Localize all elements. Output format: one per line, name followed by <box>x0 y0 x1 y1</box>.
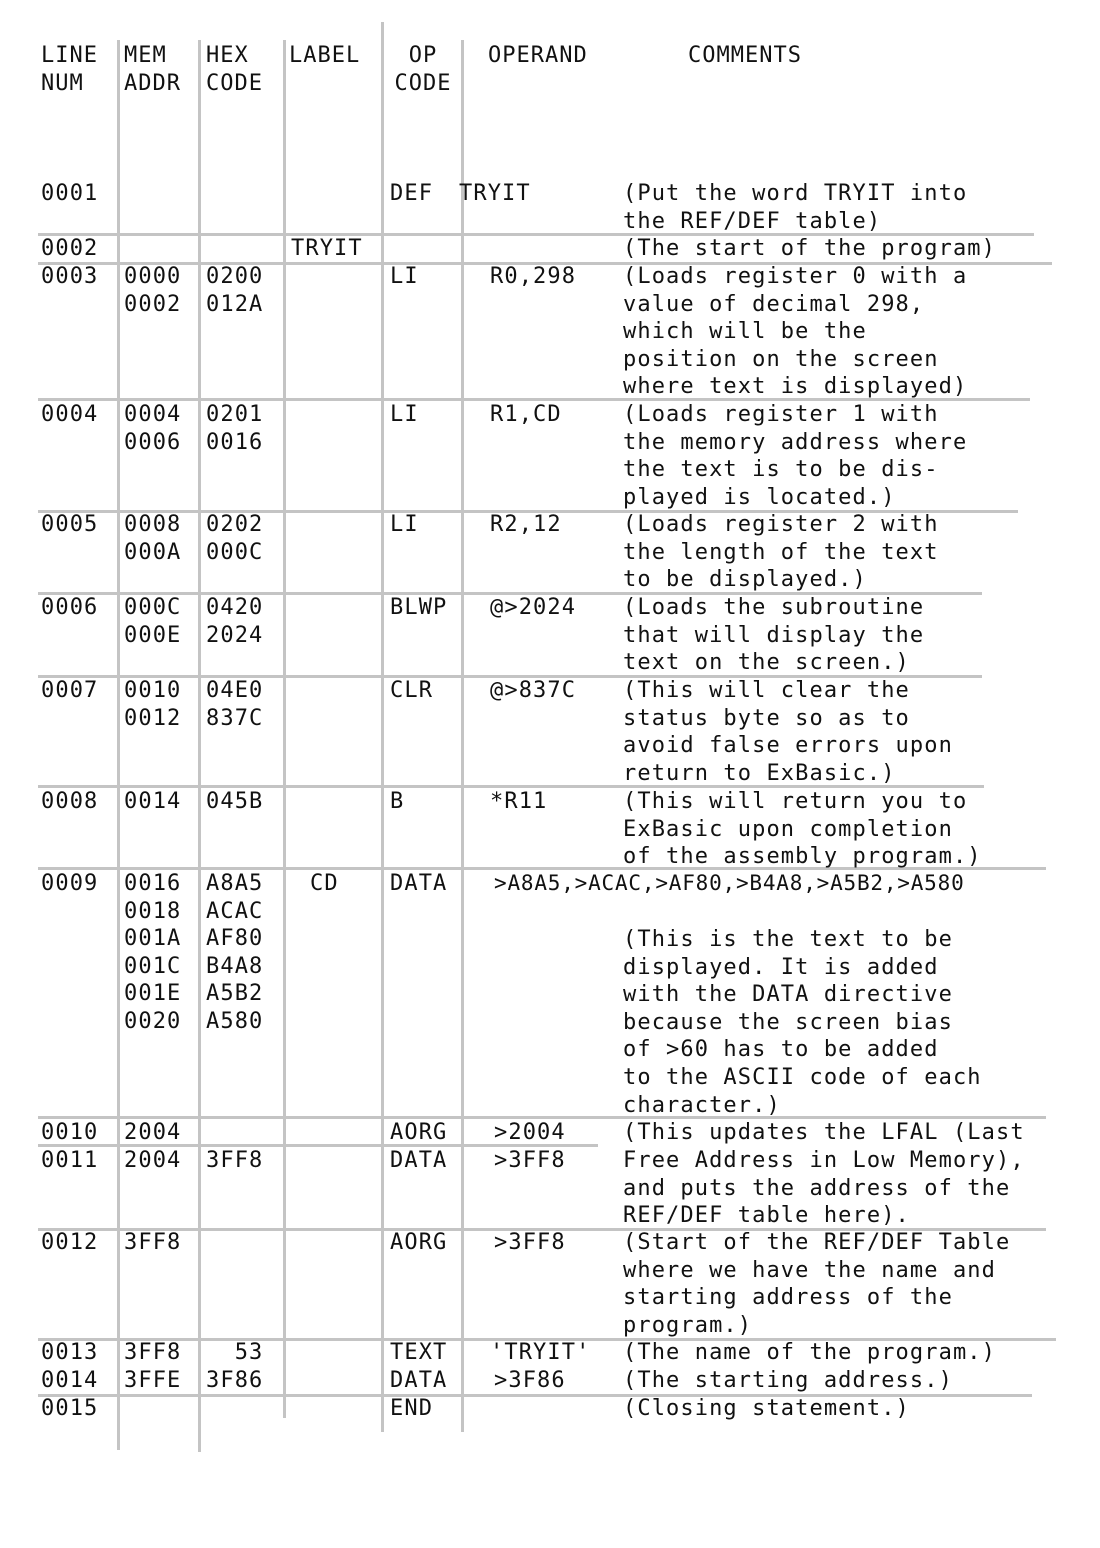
op-code: DATA <box>390 1368 448 1393</box>
comment: (This will return you to ExBasic upon completion of the assembly program.) <box>623 789 982 870</box>
column-rule-addr-hex <box>198 40 201 1452</box>
operand: R1,CD <box>490 402 562 427</box>
comment: (Loads register 0 with a value of decimal 298, which will be the position on the screen where text is displayed) <box>623 264 968 400</box>
comment: (The name of the program.) <box>623 1340 996 1365</box>
op-code: DATA <box>390 1148 448 1173</box>
comment: (The starting address.) <box>623 1368 953 1393</box>
mem-address: 0004 0006 <box>124 402 182 455</box>
comment: (The start of the program) <box>623 236 996 261</box>
operand: >3FF8 <box>494 1148 566 1173</box>
line-number: 0005 <box>41 512 99 537</box>
operand: @>2024 <box>490 595 577 620</box>
hex-code: 0202 000C <box>206 512 264 565</box>
op-code: BLWP <box>390 595 448 620</box>
column-rule-op-operand <box>461 40 464 1432</box>
line-number: 0014 <box>41 1368 99 1393</box>
op-code: END <box>390 1396 434 1421</box>
op-code: DATA <box>390 871 448 896</box>
header-op-code: OP CODE <box>394 43 452 96</box>
comment: (Loads register 1 with the memory address where the text is to be dis- played is located.) <box>623 402 968 510</box>
operand: R0,298 <box>490 264 577 289</box>
line-number: 0004 <box>41 402 99 427</box>
hex-code: 0201 0016 <box>206 402 264 455</box>
operand: *R11 <box>490 789 548 814</box>
mem-address: 0010 0012 <box>124 678 182 731</box>
hex-code: 0420 2024 <box>206 595 264 648</box>
mem-address: 000C 000E <box>124 595 182 648</box>
comment: (Loads the subroutine that will display the text on the screen.) <box>623 595 925 676</box>
comment: (Put the word TRYIT into the REF/DEF table) <box>623 181 968 234</box>
comment: (This is the text to be displayed. It is added with the DATA directive because the screen bias of >60 has to be added to the ASCII code of each character.) <box>623 927 982 1118</box>
comment: (Start of the REF/DEF Table where we have the name and starting address of the program.) <box>623 1230 1011 1338</box>
label: CD <box>310 871 339 896</box>
line-number: 0010 <box>41 1120 99 1145</box>
op-code: AORG <box>390 1120 448 1145</box>
operand: >A8A5,>ACAC,>AF80,>B4A8,>A5B2,>A580 <box>494 871 965 895</box>
mem-address: 0014 <box>124 789 182 814</box>
header-comments: COMMENTS <box>688 43 802 68</box>
hex-code: A8A5 ACAC AF80 B4A8 A5B2 A580 <box>206 871 264 1034</box>
hex-code: 04E0 837C <box>206 678 264 731</box>
mem-address: 3FF8 <box>124 1340 182 1365</box>
column-rule-hex-label <box>283 40 286 1418</box>
hex-code: 3F86 <box>206 1368 264 1393</box>
line-number: 0007 <box>41 678 99 703</box>
operand: @>837C <box>490 678 577 703</box>
comment: (This updates the LFAL (Last <box>623 1120 1025 1145</box>
comment: (Loads register 2 with the length of the text to be displayed.) <box>623 512 939 593</box>
mem-address: 3FFE <box>124 1368 182 1393</box>
line-number: 0013 <box>41 1340 99 1365</box>
mem-address: 0000 0002 <box>124 264 182 317</box>
op-code: TEXT <box>390 1340 448 1365</box>
line-number: 0015 <box>41 1396 99 1421</box>
line-number: 0006 <box>41 595 99 620</box>
hex-code: 53 <box>206 1340 264 1365</box>
line-number: 0002 <box>41 236 99 261</box>
op-code: AORG <box>390 1230 448 1255</box>
op-code: LI <box>390 402 419 427</box>
op-code: DEF <box>390 181 434 206</box>
mem-address: 0008 000A <box>124 512 182 565</box>
line-number: 0008 <box>41 789 99 814</box>
comment: Free Address in Low Memory), and puts the address of the REF/DEF table here). <box>623 1148 1025 1229</box>
hex-code: 0200 012A <box>206 264 264 317</box>
operand: R2,12 <box>490 512 562 537</box>
mem-address: 0016 0018 001A 001C 001E 0020 <box>124 871 182 1034</box>
header-operand: OPERAND <box>488 43 588 68</box>
op-code: CLR <box>390 678 434 703</box>
operand: >3FF8 <box>494 1230 566 1255</box>
mem-address: 2004 <box>124 1148 182 1173</box>
header-line-num: LINE NUM <box>41 43 98 96</box>
op-code: LI <box>390 264 419 289</box>
header-hex-code: HEX CODE <box>206 43 263 96</box>
line-number: 0009 <box>41 871 99 896</box>
column-rule-num-addr <box>117 40 120 1450</box>
hex-code: 045B <box>206 789 264 814</box>
mem-address: 2004 <box>124 1120 182 1145</box>
line-number: 0012 <box>41 1230 99 1255</box>
hex-code: 3FF8 <box>206 1148 264 1173</box>
header-mem-addr: MEM ADDR <box>124 43 181 96</box>
operand: 'TRYIT' <box>490 1340 591 1365</box>
label: TRYIT <box>291 236 363 261</box>
mem-address: 3FF8 <box>124 1230 182 1255</box>
line-number: 0001 <box>41 181 99 206</box>
header-label: LABEL <box>289 43 361 68</box>
comment: (This will clear the status byte so as to avoid false errors upon return to ExBasic.) <box>623 678 953 786</box>
operand: >3F86 <box>494 1368 566 1393</box>
operand: TRYIT <box>459 181 531 206</box>
op-code: B <box>390 789 405 814</box>
comment: (Closing statement.) <box>623 1396 910 1421</box>
operand: >2004 <box>494 1120 566 1145</box>
line-number: 0003 <box>41 264 99 289</box>
line-number: 0011 <box>41 1148 99 1173</box>
op-code: LI <box>390 512 419 537</box>
